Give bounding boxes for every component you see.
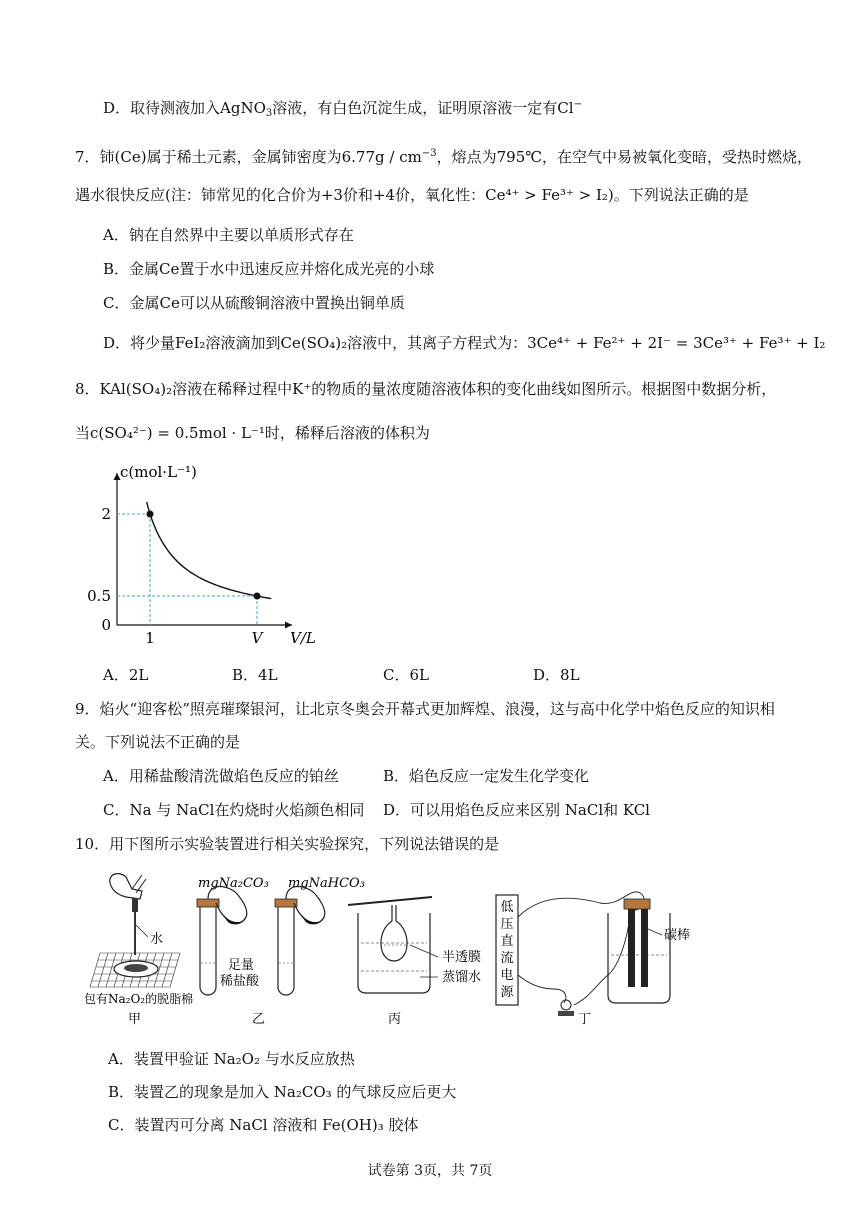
- q10-option-b: B．装置乙的现象是加入 Na₂CO₃ 的气球反应后更大: [108, 1083, 457, 1101]
- q9-option-a: A．用稀盐酸清洗做焰色反应的铂丝: [103, 767, 339, 785]
- label-distilled-water: 蒸馏水: [442, 970, 482, 985]
- caption-jia: 甲: [128, 1012, 142, 1027]
- apparatus-bing: [348, 897, 481, 1027]
- q8-option-b: B．4L: [232, 666, 278, 684]
- label-power-supply: 低压直流电源: [500, 900, 514, 1000]
- label-acid-2: 稀盐酸: [220, 974, 260, 989]
- label-na2co3: mgNa₂CO₃: [198, 876, 269, 891]
- label-cotton: 包有Na₂O₂的脱脂棉: [84, 992, 194, 1006]
- q9-option-d: D．可以用焰色反应来区别 NaCl和 KCl: [383, 801, 650, 819]
- q9-stem-line2: 关。下列说法不正确的是: [75, 733, 241, 751]
- label-nahco3: mgNaHCO₃: [288, 876, 365, 891]
- x-tick-label-0: 1: [145, 629, 155, 647]
- label-acid-1: 足量: [228, 958, 255, 973]
- q10-stem: 10．用下图所示实验装置进行相关实验探究，下列说法错误的是: [75, 835, 500, 853]
- q7-option-b: B．金属Ce置于水中迅速反应并熔化成光亮的小球: [103, 260, 435, 278]
- x-tick-label-1: V: [251, 629, 263, 647]
- q8-chart: [80, 455, 340, 650]
- y-tick-label-1: 0.5: [87, 587, 111, 605]
- apparatus-jia: [84, 874, 193, 1027]
- apparatus-ding: [496, 892, 690, 1027]
- q7-stem-line2: 遇水很快反应(注：铈常见的化合价为+3价和+4价，氧化性：Ce⁴⁺ > Fe³⁺ > I₂)。下列说法正确的是: [75, 186, 749, 204]
- q8-option-a: A．2L: [103, 666, 149, 684]
- page-footer: 试卷第 3页，共 7页: [367, 1163, 493, 1179]
- y-axis-label: c(mol·L⁻¹): [120, 463, 197, 481]
- q10-option-c: C．装置丙可分离 NaCl 溶液和 Fe(OH)₃ 胶体: [108, 1116, 419, 1134]
- q10-option-a: A．装置甲验证 Na₂O₂ 与水反应放热: [108, 1050, 355, 1068]
- y-tick-label-0: 2: [101, 505, 111, 523]
- caption-bing: 丙: [388, 1012, 402, 1027]
- x-axis-label: V/L: [290, 629, 316, 647]
- q7-option-d: D．将少量FeI₂溶液滴加到Ce(SO₄)₂溶液中，其离子方程式为：3Ce⁴⁺ + Fe²⁺ + 2I⁻ = 3Ce³⁺ + Fe³⁺ + I₂: [103, 334, 826, 352]
- q7-option-a: A．钠在自然界中主要以单质形式存在: [103, 226, 354, 244]
- data-curve: [147, 502, 272, 599]
- q8-option-d: D．8L: [533, 666, 580, 684]
- data-point-0: [147, 511, 154, 518]
- label-water: 水: [150, 932, 164, 947]
- q10-apparatus-figure: [80, 865, 720, 1035]
- q9-option-b: B．焰色反应一定发生化学变化: [383, 767, 590, 785]
- q9-stem-line1: 9．焰火“迎客松”照亮璀璨银河，让北京冬奥会开幕式更加辉煌、浪漫，这与高中化学中焰色反应的知识相: [75, 700, 775, 718]
- caption-ding: 丁: [578, 1012, 592, 1027]
- q7-stem-line1: 7．铈(Ce)属于稀土元素，金属铈密度为$6.77g / cm^{-3}$，熔点为795℃，在空气中易被氧化变暗，受热时燃烧，: [75, 148, 813, 166]
- q6-option-d: D．取待测液加入AgNO$_3$溶液，有白色沉淀生成，证明原溶液一定有Cl−: [103, 99, 582, 119]
- concentration-volume-graph: [80, 455, 340, 650]
- q9-option-c: C．Na 与 NaCl在灼烧时火焰颜色相同: [103, 801, 365, 819]
- q8-option-c: C．6L: [383, 666, 429, 684]
- caption-yi: 乙: [252, 1012, 266, 1027]
- apparatus-yi: [197, 876, 365, 1027]
- y-tick-label-2: 0: [101, 616, 111, 634]
- q8-stem-line1: 8．KAl(SO₄)₂溶液在稀释过程中K⁺的物质的量浓度随溶液体积的变化曲线如图所示。根据图中数据分析，: [75, 380, 777, 398]
- q7-option-c: C．金属Ce可以从硫酸铜溶液中置换出铜单质: [103, 294, 405, 312]
- label-carbon-rod: 碳棒: [664, 928, 691, 943]
- apparatus-drawing: [80, 865, 720, 1035]
- q8-stem-line2: 当c(SO₄²⁻) = 0.5mol · L⁻¹时，稀释后溶液的体积为: [75, 424, 430, 442]
- data-point-1: [254, 593, 261, 600]
- label-membrane: 半透膜: [442, 950, 482, 965]
